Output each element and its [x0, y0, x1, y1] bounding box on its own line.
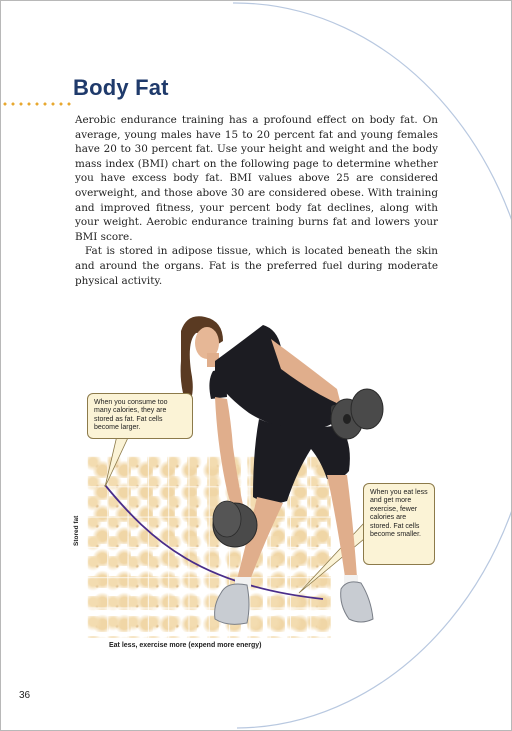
figure-y-axis-label: Stored fat	[73, 515, 80, 546]
paragraph-2: Fat is stored in adipose tissue, which is located beneath the skin and around the organs. Fat is the preferred fuel during moderate physical activity.	[75, 245, 438, 287]
paragraph-1: Aerobic endurance training has a profound effect on body fat. On average, young males have 15 to 20 percent fat and young females have 20 to 30 percent fat. Use your height and weight and the body mass index (BMI) chart on the following page to determine whether you have excess body fat. BMI values above 25 are considered overweight, and those above 30 are considered obese. With training and improved fitness, your percent body fat declines, along with your weight. Aerobic endurance training burns fat and lowers your BMI score.	[75, 114, 438, 243]
callout-weight-gain	[87, 393, 193, 439]
section-title: Body Fat	[73, 75, 169, 100]
callout-weight-gain-text: When you consume too many calories, they are stored as fat. Fat cells become larger.	[94, 399, 168, 432]
woman-lifting-dumbbells-illustration	[1, 1, 512, 731]
page-number: 36	[19, 690, 31, 701]
callout-weight-loss-text: When you eat less and get more exercise, fewer calories are stored. Fat cells become smaller.	[370, 489, 428, 539]
dumbbell-lower	[213, 501, 257, 547]
figure-x-axis-label: Eat less, exercise more (expend more energy)	[109, 642, 262, 649]
callout-weight-loss	[363, 483, 435, 565]
